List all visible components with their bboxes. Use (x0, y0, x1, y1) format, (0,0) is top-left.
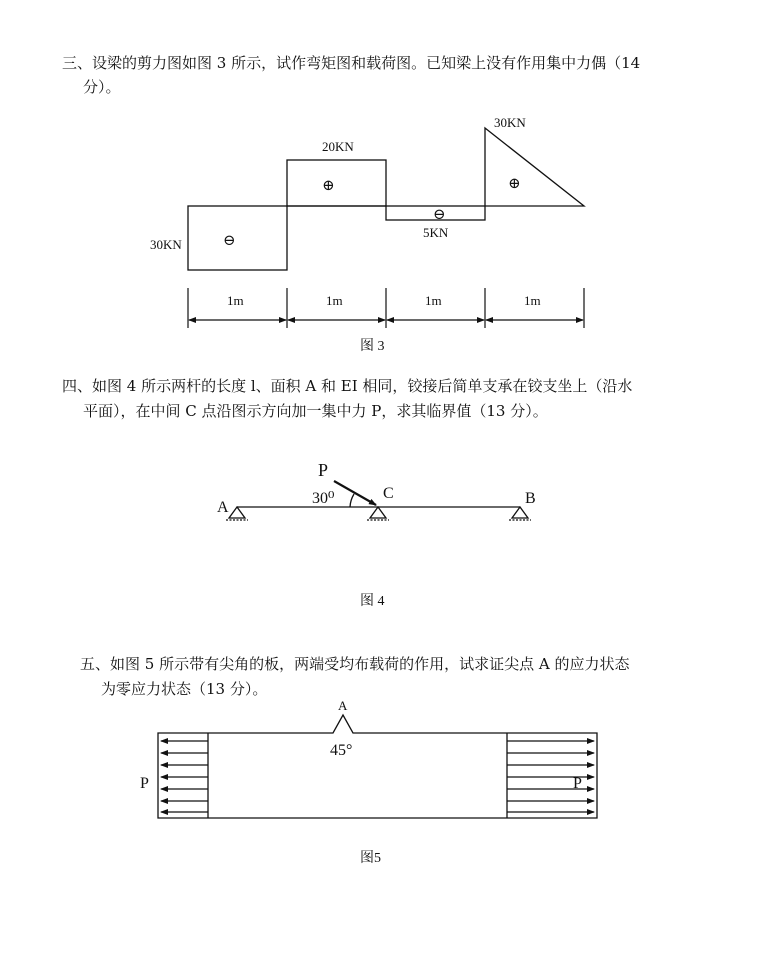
span-label: 1m (524, 293, 541, 308)
pin-support-c (370, 507, 386, 518)
figure-4-caption: 图 4 (360, 594, 385, 609)
plus-sign-icon: ⊕ (508, 176, 521, 192)
q5-text-line2: 为零应力状态（13 分）。 (101, 680, 268, 698)
plate-outline (158, 715, 597, 818)
beam-diagram (226, 481, 531, 520)
angle-45: 45° (330, 742, 353, 759)
span-label: 1m (425, 293, 442, 308)
label-c: C (383, 485, 394, 502)
label-a: A (217, 499, 229, 516)
pin-support-a (229, 507, 245, 518)
q4-text-line2: 平面），在中间 C 点沿图示方向加一集中力 P，求其临界值（13 分）。 (83, 402, 548, 420)
shear-block-2 (287, 160, 386, 206)
span-label: 1m (227, 293, 244, 308)
q5-text-line1: 五、如图 5 所示带有尖角的板，两端受均布载荷的作用，试求证尖点 A 的应力状态 (80, 655, 630, 673)
angle-label: 30⁰ (312, 490, 335, 507)
label-5kn: 5KN (423, 225, 449, 240)
label-b: B (525, 490, 536, 507)
q4-text-line1: 四、如图 4 所示两杆的长度 l、面积 A 和 EI 相同，铰接后简单支承在铰支坐上（沿水 (62, 377, 633, 395)
figure-5-caption: 图5 (360, 851, 381, 866)
q3-text-line1: 三、设梁的剪力图如图 3 所示，试作弯矩图和载荷图。已知梁上没有作用集中力偶（14 (62, 54, 641, 72)
force-arrow-p (334, 481, 376, 505)
figure-3-caption: 图 3 (360, 339, 385, 354)
label-20kn: 20KN (322, 139, 354, 154)
q3-text-line2: 分）。 (83, 78, 121, 96)
angle-arc (350, 494, 354, 507)
plus-sign-icon: ⊕ (322, 178, 335, 194)
label-30kn-peak: 30KN (494, 115, 526, 130)
load-p-left: P (140, 775, 149, 792)
shear-force-diagram (188, 128, 584, 270)
plate-diagram (158, 715, 597, 818)
label-30kn-left: 30KN (150, 237, 182, 252)
label-a-tip: A (338, 698, 348, 713)
shear-triangle (485, 128, 584, 206)
label-p: P (318, 460, 329, 480)
minus-sign-icon: ⊖ (223, 233, 236, 249)
minus-sign-icon: ⊖ (433, 207, 446, 223)
shear-block-1 (188, 206, 287, 270)
span-label: 1m (326, 293, 343, 308)
pin-support-b (512, 507, 528, 518)
load-p-right: P (573, 775, 582, 792)
